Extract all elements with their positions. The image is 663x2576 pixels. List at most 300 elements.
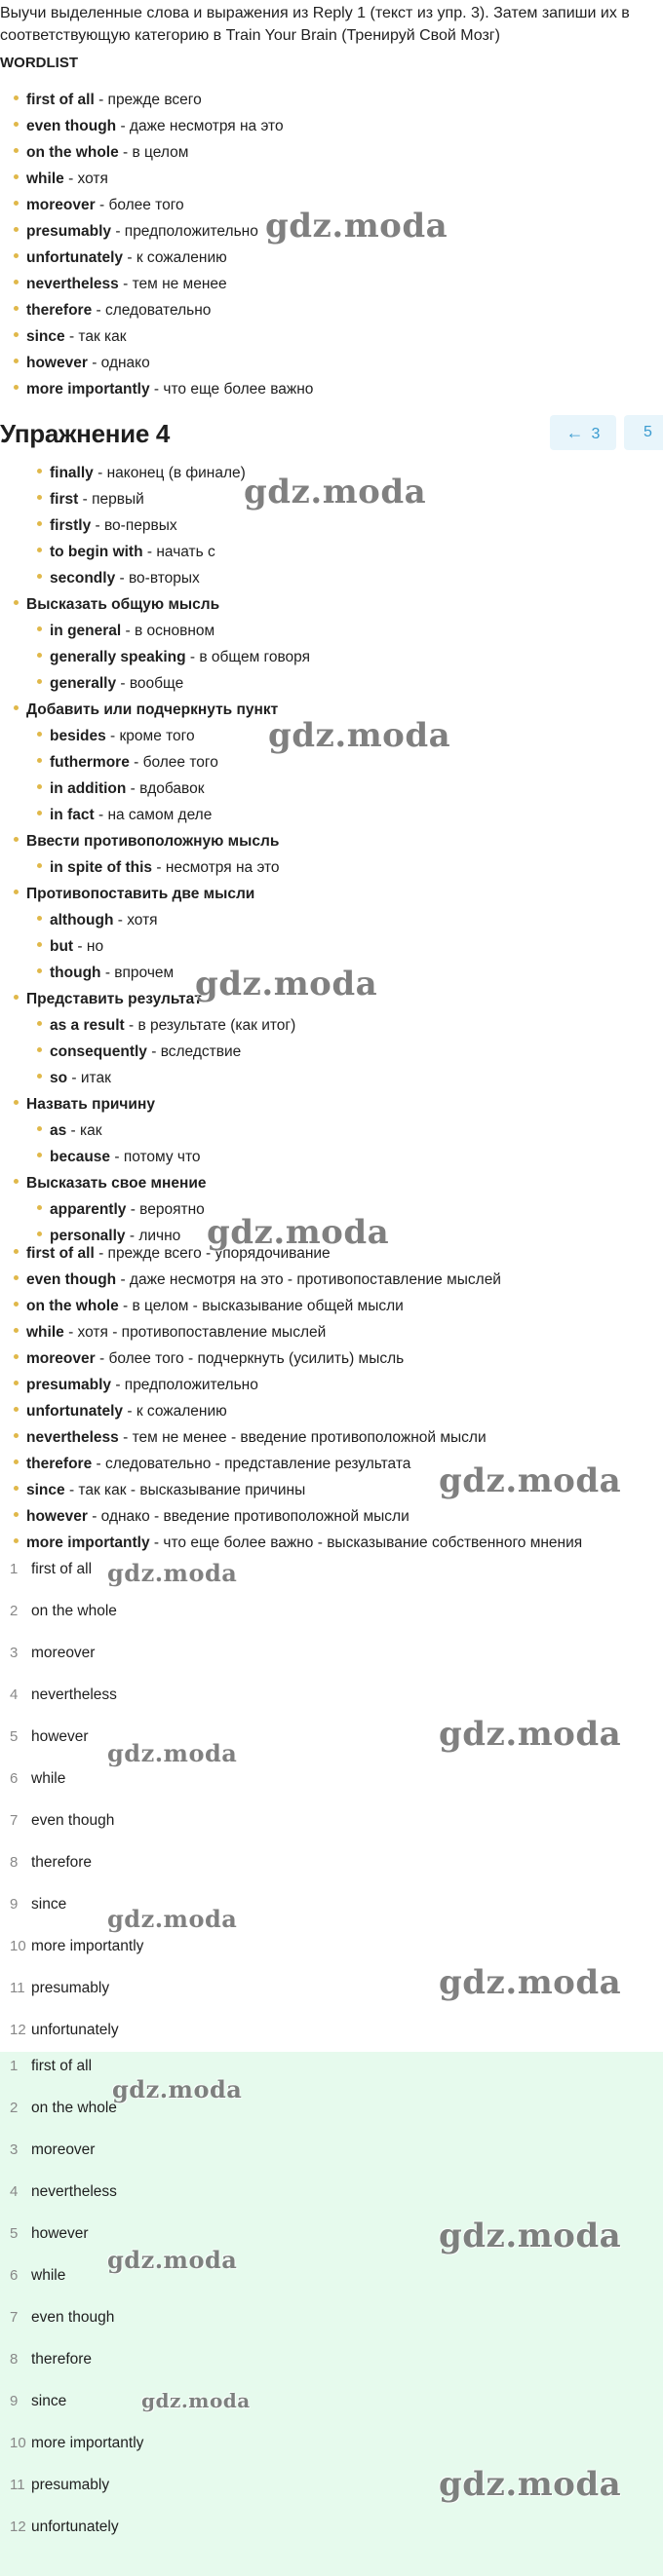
wordlist-item: [14, 117, 284, 136]
separator: -: [124, 1017, 138, 1034]
separator: -: [66, 1122, 81, 1139]
separator: -: [95, 1350, 109, 1367]
separator: -: [105, 728, 120, 744]
category-heading: [14, 1174, 206, 1193]
separator: -: [123, 249, 136, 266]
term: nevertheless: [26, 1429, 119, 1446]
translation: на самом деле: [107, 807, 213, 823]
term: however: [26, 1508, 88, 1525]
answer-text: since: [31, 2393, 67, 2409]
separator: -: [126, 780, 140, 797]
bullet-icon: [37, 916, 42, 921]
explained-item: [14, 1428, 487, 1448]
term: so: [50, 1070, 68, 1086]
exercise-title: Упражнение 4: [0, 419, 171, 448]
answer-text: even though: [31, 2309, 115, 2326]
term: more importantly: [26, 1534, 150, 1551]
explained-item: [14, 1481, 305, 1500]
category-item: [14, 1042, 241, 1062]
answer-text: more importantly: [31, 2435, 144, 2451]
next-exercise-button[interactable]: [624, 415, 663, 450]
term: first of all: [26, 1245, 95, 1262]
answer-text: unfortunately: [31, 2022, 119, 2038]
wordlist-item: [14, 248, 227, 268]
separator: -: [146, 1043, 161, 1060]
bullet-icon: [37, 626, 42, 631]
bullet-icon: [14, 148, 19, 153]
answer-text: nevertheless: [31, 1686, 117, 1703]
watermark: gdz.moda: [107, 1739, 238, 1767]
answer-row: [10, 2266, 65, 2286]
answer-row: [10, 1560, 92, 1579]
bullet-icon: [14, 995, 19, 1000]
answer-row: [10, 1769, 65, 1789]
bullet-icon: [14, 253, 19, 258]
category-item: [14, 543, 215, 562]
separator: -: [152, 859, 166, 876]
term: as: [50, 1122, 67, 1139]
term: on the whole: [26, 144, 119, 161]
term: although: [50, 912, 114, 928]
separator: -: [185, 649, 200, 665]
answer-row: [10, 1602, 117, 1621]
separator: -: [142, 544, 157, 560]
wordlist-item: [14, 91, 202, 110]
bullet-icon: [14, 600, 19, 605]
translation: даже несмотря на это: [129, 118, 284, 134]
term: in spite of this: [50, 859, 153, 876]
answer-text: on the whole: [31, 1603, 117, 1619]
term: in fact: [50, 807, 95, 823]
intro-text: Выучи выделенные слова и выражения из Reply 1 (текст из упр. 3). Затем запиши их в соответствующую категорию в Train Your Brain (Тренируй Свой Мозг): [0, 5, 630, 44]
answer-number: 12: [10, 2022, 26, 2038]
answer-row: [10, 2350, 92, 2369]
term: first of all: [26, 92, 95, 108]
translation: предположительно: [124, 223, 258, 240]
translation: однако: [100, 355, 150, 371]
category-item: [14, 674, 183, 694]
watermark: gdz.moda: [107, 1559, 238, 1587]
separator: -: [100, 965, 115, 981]
separator: -: [123, 1403, 136, 1420]
answer-row: [10, 1686, 117, 1705]
bullet-icon: [14, 280, 19, 284]
answer-text: unfortunately: [31, 2519, 119, 2535]
term: personally: [50, 1228, 126, 1244]
term: in general: [50, 623, 122, 639]
bullet-icon: [37, 679, 42, 684]
term: consequently: [50, 1043, 147, 1060]
answer-number: 4: [10, 1686, 19, 1703]
category-item: [14, 1016, 295, 1036]
translation: в общем говоря: [199, 649, 310, 665]
separator: -: [126, 1201, 140, 1218]
term: therefore: [26, 302, 93, 319]
prev-exercise-label: 3: [591, 426, 601, 442]
separator: -: [92, 302, 105, 319]
answer-text: first of all: [31, 1561, 93, 1577]
explained-item: [14, 1376, 258, 1395]
bullet-icon: [37, 1231, 42, 1236]
translation: вероятно: [139, 1201, 205, 1218]
translation: впрочем: [114, 965, 175, 981]
category-item: [14, 516, 177, 536]
wordlist-item: [14, 301, 211, 321]
answer-number: 4: [10, 2183, 19, 2200]
bullet-icon: [14, 385, 19, 390]
separator: -: [87, 355, 101, 371]
answer-row: [10, 2182, 117, 2202]
separator: -: [94, 807, 108, 823]
answer-number: 10: [10, 2435, 26, 2451]
translation: вообще: [129, 675, 184, 692]
bullet-icon: [14, 1249, 19, 1254]
bullet-icon: [37, 1021, 42, 1026]
explained-item: [14, 1402, 227, 1421]
bullet-icon: [37, 758, 42, 763]
answer-text: presumably: [31, 1980, 110, 1996]
answer-number: 3: [10, 1645, 19, 1661]
bullet-icon: [37, 811, 42, 815]
term: though: [50, 965, 101, 981]
category-item: [14, 569, 200, 588]
answer-number: 6: [10, 2267, 19, 2284]
bullet-icon: [14, 359, 19, 363]
translation: так как: [78, 328, 127, 345]
separator: -: [118, 276, 133, 292]
term: more importantly: [26, 381, 150, 398]
separator: -: [121, 623, 135, 639]
translation: первый: [92, 491, 144, 508]
answer-number: 10: [10, 1938, 26, 1954]
term: since: [26, 328, 65, 345]
bullet-icon: [37, 548, 42, 552]
term: in addition: [50, 780, 127, 797]
answer-number: 5: [10, 1728, 19, 1745]
bullet-icon: [14, 201, 19, 206]
separator: -: [64, 1482, 79, 1498]
term: generally speaking: [50, 649, 186, 665]
answer-row: [10, 2057, 92, 2076]
translation: более того - подчеркнуть (усилить) мысль: [108, 1350, 405, 1367]
separator: -: [129, 754, 143, 771]
category-item: [14, 622, 214, 641]
separator: -: [92, 1456, 105, 1472]
category-item: [14, 1227, 180, 1246]
answer-row: [10, 1727, 89, 1747]
bullet-icon: [37, 469, 42, 474]
translation: лично: [138, 1228, 181, 1244]
translation: следовательно - представление результата: [104, 1456, 411, 1472]
translation: несмотря на это: [165, 859, 280, 876]
answer-row: [10, 2099, 117, 2118]
separator: -: [63, 1324, 78, 1341]
translation: итак: [80, 1070, 111, 1086]
bullet-icon: [14, 1459, 19, 1464]
translation: но: [86, 938, 104, 955]
answer-row: [10, 2308, 114, 2328]
separator: -: [149, 1534, 164, 1551]
term: presumably: [26, 1377, 112, 1393]
translation: более того: [108, 197, 184, 213]
separator: -: [78, 491, 93, 508]
separator: -: [118, 1429, 133, 1446]
watermark: gdz.moda: [244, 473, 427, 511]
answer-number: 8: [10, 2351, 19, 2368]
watermark: gdz.moda: [195, 965, 378, 1004]
translation: так как - высказывание причины: [78, 1482, 306, 1498]
term: unfortunately: [26, 249, 124, 266]
translation: кроме того: [119, 728, 195, 744]
answer-number: 12: [10, 2519, 26, 2535]
translation: тем не менее - введение противоположной мысли: [132, 1429, 487, 1446]
translation: в результате (как итог): [137, 1017, 296, 1034]
separator: -: [116, 675, 130, 692]
translation: наконец (в финале): [106, 465, 246, 481]
separator: -: [116, 118, 130, 134]
bullet-icon: [14, 1100, 19, 1105]
translation: хотя: [127, 912, 158, 928]
term: as a result: [50, 1017, 125, 1034]
wordlist-title: WORDLIST: [0, 55, 78, 71]
bullet-icon: [37, 1205, 42, 1210]
bullet-icon: [14, 306, 19, 311]
bullet-icon: [14, 1407, 19, 1412]
bullet-icon: [14, 332, 19, 337]
explained-item: [14, 1507, 410, 1527]
answer-row: [10, 1937, 143, 1956]
term: Высказать общую мысль: [26, 596, 220, 613]
wordlist-item: [14, 275, 227, 294]
term: Противопоставить две мысли: [26, 886, 255, 902]
separator: -: [73, 938, 87, 955]
watermark: gdz.moda: [439, 1715, 622, 1754]
separator: -: [125, 1228, 139, 1244]
answer-number: 5: [10, 2225, 19, 2242]
translation: прежде всего: [107, 92, 202, 108]
answer-text: therefore: [31, 2351, 93, 2368]
answer-row: [10, 2021, 119, 2040]
bullet-icon: [14, 1328, 19, 1333]
category-item: [14, 1069, 111, 1088]
separator: -: [110, 1149, 124, 1165]
watermark: gdz.moda: [141, 2389, 251, 2412]
bullet-icon: [37, 732, 42, 737]
term: while: [26, 1324, 64, 1341]
category-item: [14, 779, 204, 799]
category-item: [14, 806, 212, 825]
term: Высказать свое мнение: [26, 1175, 207, 1192]
answer-text: moreover: [31, 1645, 96, 1661]
answer-text: since: [31, 1896, 67, 1913]
explained-item: [14, 1534, 582, 1553]
category-heading: [14, 1095, 155, 1115]
watermark: gdz.moda: [207, 1213, 390, 1252]
separator: -: [115, 570, 129, 587]
answer-text: more importantly: [31, 1938, 144, 1954]
translation: начать с: [156, 544, 215, 560]
separator: -: [87, 1508, 101, 1525]
translation: потому что: [123, 1149, 201, 1165]
wordlist-item: [14, 354, 150, 373]
answer-text: while: [31, 2267, 66, 2284]
wordlist-item: [14, 196, 184, 215]
translation: что еще более важно - высказывание собственного мнения: [163, 1534, 583, 1551]
answer-text: presumably: [31, 2477, 110, 2493]
translation: как: [80, 1122, 102, 1139]
wordlist-item: [14, 170, 108, 189]
bullet-icon: [37, 1126, 42, 1131]
term: apparently: [50, 1201, 127, 1218]
answer-row: [10, 1644, 95, 1663]
translation: предположительно: [124, 1377, 258, 1393]
answer-text: on the whole: [31, 2100, 117, 2116]
category-item: [14, 964, 174, 983]
wordlist-item: [14, 327, 127, 347]
term: firstly: [50, 517, 92, 534]
bullet-icon: [14, 705, 19, 710]
explained-item: [14, 1349, 404, 1369]
term: therefore: [26, 1456, 93, 1472]
next-exercise-label: 5: [644, 424, 652, 440]
separator: -: [64, 328, 79, 345]
bullet-icon: [14, 1433, 19, 1438]
answer-row: [10, 2476, 109, 2495]
answer-text: first of all: [31, 2058, 93, 2074]
term: Представить результат: [26, 991, 202, 1007]
translation: в целом: [132, 144, 189, 161]
category-item: [14, 858, 280, 878]
category-item: [14, 648, 310, 667]
term: Ввести противоположную мысль: [26, 833, 280, 850]
bullet-icon: [37, 1153, 42, 1157]
term: presumably: [26, 223, 112, 240]
bullet-icon: [14, 174, 19, 179]
term: while: [26, 170, 64, 187]
answer-row: [10, 1811, 114, 1831]
bullet-icon: [14, 1512, 19, 1517]
separator: -: [116, 1271, 130, 1288]
translation: прежде всего - упорядочивание: [107, 1245, 331, 1262]
separator: -: [91, 517, 104, 534]
term: futhermore: [50, 754, 130, 771]
category-heading: [14, 595, 219, 615]
term: but: [50, 938, 74, 955]
wordlist-item: [14, 143, 188, 163]
category-item: [14, 464, 246, 483]
answer-text: even though: [31, 1812, 115, 1829]
separator: -: [113, 912, 128, 928]
separator: -: [95, 197, 109, 213]
term: generally: [50, 675, 117, 692]
term: secondly: [50, 570, 116, 587]
watermark: gdz.moda: [439, 2465, 622, 2504]
translation: хотя - противопоставление мыслей: [77, 1324, 327, 1341]
translation: к сожалению: [136, 249, 227, 266]
translation: вдобавок: [139, 780, 205, 797]
answer-number: 11: [10, 2477, 25, 2493]
bullet-icon: [37, 653, 42, 658]
answer-number: 1: [10, 1561, 19, 1577]
bullet-icon: [14, 122, 19, 127]
term: nevertheless: [26, 276, 119, 292]
category-heading: [14, 701, 278, 720]
wordlist-item: [14, 222, 258, 242]
answer-row: [10, 1853, 92, 1873]
category-item: [14, 911, 158, 930]
watermark: gdz.moda: [439, 1461, 622, 1500]
term: besides: [50, 728, 106, 744]
bullet-icon: [14, 1486, 19, 1491]
answer-row: [10, 2392, 66, 2411]
watermark: gdz.moda: [268, 716, 451, 755]
translation: даже несмотря на это - противопоставление мыслей: [129, 1271, 501, 1288]
answer-row: [10, 2140, 95, 2160]
separator: -: [149, 381, 164, 398]
separator: -: [94, 92, 108, 108]
answer-text: while: [31, 1770, 66, 1787]
term: moreover: [26, 197, 96, 213]
translation: к сожалению: [136, 1403, 227, 1420]
answer-row: [10, 1895, 66, 1914]
wordlist-item: [14, 380, 313, 399]
watermark: gdz.moda: [439, 2216, 622, 2255]
bullet-icon: [14, 95, 19, 100]
bullet-icon: [14, 890, 19, 894]
explained-item: [14, 1455, 410, 1474]
answer-text: however: [31, 1728, 89, 1745]
separator: -: [111, 1377, 125, 1393]
bullet-icon: [14, 1538, 19, 1543]
answer-number: 2: [10, 2100, 19, 2116]
bullet-icon: [14, 1302, 19, 1307]
answer-text: therefore: [31, 1854, 93, 1871]
bullet-icon: [14, 1179, 19, 1184]
prev-exercise-button[interactable]: [550, 415, 616, 450]
bullet-icon: [14, 227, 19, 232]
translation: во-первых: [104, 517, 177, 534]
category-item: [14, 490, 144, 510]
answer-number: 3: [10, 2141, 19, 2158]
term: even though: [26, 118, 117, 134]
watermark: gdz.moda: [107, 1905, 238, 1933]
translation: в основном: [135, 623, 215, 639]
separator: -: [93, 465, 107, 481]
term: Добавить или подчеркнуть пункт: [26, 701, 279, 718]
bullet-icon: [37, 1047, 42, 1052]
category-item: [14, 753, 218, 773]
term: since: [26, 1482, 65, 1498]
answer-text: moreover: [31, 2141, 96, 2158]
arrow-left-icon: ←: [566, 423, 584, 442]
category-heading: [14, 832, 279, 852]
watermark: gdz.moda: [107, 2246, 238, 2274]
answer-number: 7: [10, 1812, 19, 1829]
answer-text: however: [31, 2225, 89, 2242]
bullet-icon: [37, 863, 42, 868]
watermark: gdz.moda: [112, 2075, 243, 2103]
term: however: [26, 355, 88, 371]
category-item: [14, 1200, 205, 1220]
separator: -: [63, 170, 78, 187]
separator: -: [67, 1070, 81, 1086]
translation: однако - введение противоположной мысли: [100, 1508, 410, 1525]
answer-number: 7: [10, 2309, 19, 2326]
term: even though: [26, 1271, 117, 1288]
watermark: gdz.moda: [265, 207, 448, 246]
translation: в целом - высказывание общей мысли: [132, 1298, 404, 1314]
answer-number: 11: [10, 1980, 25, 1996]
